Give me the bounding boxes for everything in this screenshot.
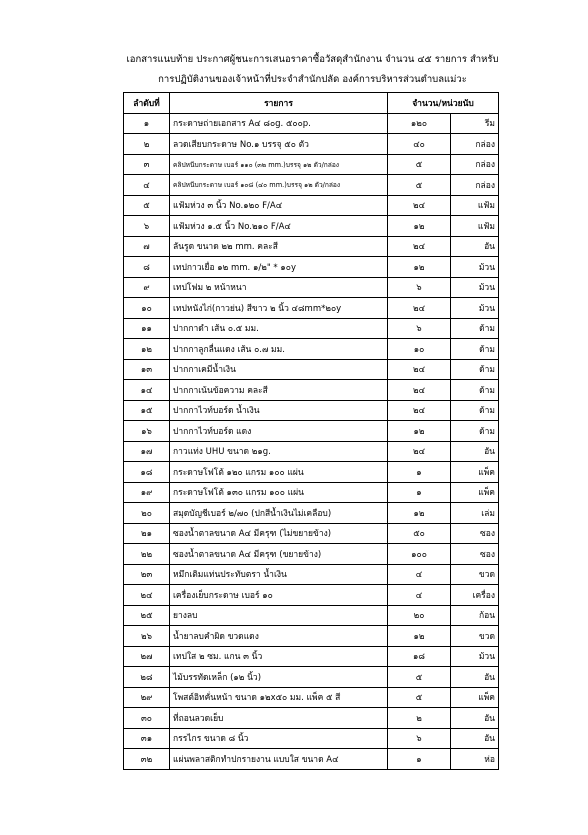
item-unit: แพ็ค — [451, 462, 499, 483]
row-number: ๒๓ — [124, 564, 170, 585]
item-unit: ด้าม — [451, 380, 499, 401]
table-row — [124, 646, 499, 667]
row-number: ๑๐ — [124, 298, 170, 319]
item-unit: ด้าม — [451, 318, 499, 339]
row-number: ๑๗ — [124, 441, 170, 462]
table-row — [124, 687, 499, 708]
item-name: กระดาษโฟโต้ ๑๓๐ แกรม ๑๐๐ แผ่น — [170, 482, 388, 503]
row-number: ๕ — [124, 195, 170, 216]
item-name: แผ่นพลาสติกทำปกรายงาน แบบใส ขนาด A๔ — [170, 749, 388, 770]
item-quantity: ๒๔ — [388, 236, 451, 257]
row-number: ๒ — [124, 134, 170, 155]
table-row — [124, 359, 499, 380]
items-table — [123, 92, 499, 770]
row-number: ๓๑ — [124, 728, 170, 749]
item-name: คลิปหนีบกระดาษ เบอร์ ๑๑๐ (๓๒ mm.)บรรจุ ๑๒ ตัว/กล่อง — [170, 154, 388, 175]
table-row — [124, 175, 499, 196]
item-quantity: ๕ — [388, 154, 451, 175]
row-number: ๒๐ — [124, 503, 170, 524]
item-unit: ซอง — [451, 544, 499, 565]
item-unit: ม้วน — [451, 257, 499, 278]
item-name: ปากกาไวท์บอร์ด แดง — [170, 421, 388, 442]
row-number: ๑๒ — [124, 339, 170, 360]
row-number: ๓ — [124, 154, 170, 175]
item-name: ปากกาเน้นข้อความ คละสี — [170, 380, 388, 401]
item-quantity: ๔๐ — [388, 134, 451, 155]
row-number: ๒๕ — [124, 605, 170, 626]
row-number: ๖ — [124, 216, 170, 237]
item-name: หมึกเติมแท่นประทับตรา น้ำเงิน — [170, 564, 388, 585]
item-quantity: ๕ — [388, 175, 451, 196]
item-quantity: ๔ — [388, 585, 451, 606]
row-number: ๑๔ — [124, 380, 170, 401]
item-unit: ซอง — [451, 523, 499, 544]
item-unit: แฟ้ม — [451, 216, 499, 237]
table-row — [124, 318, 499, 339]
item-quantity: ๖ — [388, 318, 451, 339]
row-number: ๒๑ — [124, 523, 170, 544]
header-no: ลำดับที่ — [124, 93, 170, 114]
item-name: สมุดบัญชีเบอร์ ๒/๗๐ (ปกสีน้ำเงินไม่เคลือบ) — [170, 503, 388, 524]
item-name: ไม้บรรทัดเหล็ก (๑๒ นิ้ว) — [170, 667, 388, 688]
table-row — [124, 134, 499, 155]
item-name: เครื่องเย็บกระดาษ เบอร์ ๑๐ — [170, 585, 388, 606]
item-unit: แพ็ค — [451, 687, 499, 708]
item-name: ที่ถอนลวดเย็บ — [170, 708, 388, 729]
table-row — [124, 339, 499, 360]
row-number: ๑๙ — [124, 482, 170, 503]
table-row — [124, 626, 499, 647]
header-line-1: เอกสารแนบท้าย ประกาศผู้ชนะการเสนอราคาซื้อวัสดุสำนักงาน จำนวน ๔๕ รายการ สำหรับ — [126, 54, 499, 65]
item-quantity: ๒๐ — [388, 605, 451, 626]
item-name: ปากกาลูกลื่นแดง เส้น ๐.๗ มม. — [170, 339, 388, 360]
item-unit: ขวด — [451, 626, 499, 647]
table-body — [124, 113, 499, 769]
item-quantity: ๑๒ — [388, 216, 451, 237]
table-row — [124, 441, 499, 462]
table-row — [124, 216, 499, 237]
item-name: เทปกาวเยื่อ ๑๒ mm. ๑/๒" * ๑๐y — [170, 257, 388, 278]
item-name: โพสต์อิทคั่นหน้า ขนาด ๑๒x๕๐ มม. แพ็ค ๕ สี — [170, 687, 388, 708]
item-name: เทปหนังไก่(กาวย่น) สีขาว ๒ นิ้ว ๔๘mm*๒๐y — [170, 298, 388, 319]
row-number: ๒๙ — [124, 687, 170, 708]
item-name: ซองน้ำตาลขนาด A๔ มีครุฑ (ขยายข้าง) — [170, 544, 388, 565]
item-unit: ด้าม — [451, 400, 499, 421]
item-name: แฟ้มห่วง ๑.๕ นิ้ว No.๒๑๐ F/A๔ — [170, 216, 388, 237]
item-quantity: ๒๔ — [388, 195, 451, 216]
table-row — [124, 708, 499, 729]
item-unit: ก้อน — [451, 605, 499, 626]
row-number: ๒๒ — [124, 544, 170, 565]
item-quantity: ๒๔ — [388, 359, 451, 380]
item-unit: กล่อง — [451, 154, 499, 175]
row-number: ๓๐ — [124, 708, 170, 729]
item-unit: อัน — [451, 441, 499, 462]
table-row — [124, 421, 499, 442]
table-row — [124, 195, 499, 216]
item-name: ลวดเสียบกระดาษ No.๑ บรรจุ ๕๐ ตัว — [170, 134, 388, 155]
item-quantity: ๒๔ — [388, 400, 451, 421]
item-name: กรรไกร ขนาด ๘ นิ้ว — [170, 728, 388, 749]
item-unit: กล่อง — [451, 175, 499, 196]
item-unit: อัน — [451, 728, 499, 749]
item-name: ยางลบ — [170, 605, 388, 626]
table-row — [124, 380, 499, 401]
table-row — [124, 605, 499, 626]
item-unit: ม้วน — [451, 646, 499, 667]
item-unit: ขวด — [451, 564, 499, 585]
table-row — [124, 257, 499, 278]
item-quantity: ๖ — [388, 277, 451, 298]
table-row — [124, 277, 499, 298]
item-unit: กล่อง — [451, 134, 499, 155]
item-name: ปากกาไวท์บอร์ด น้ำเงิน — [170, 400, 388, 421]
item-name: ปากกาเคมีน้ำเงิน — [170, 359, 388, 380]
row-number: ๙ — [124, 277, 170, 298]
item-quantity: ๒๔ — [388, 380, 451, 401]
row-number: ๑๕ — [124, 400, 170, 421]
item-quantity: ๑ — [388, 749, 451, 770]
table-row — [124, 544, 499, 565]
item-name: น้ำยาลบคำผิด ขวดแดง — [170, 626, 388, 647]
header-qty-unit: จำนวน/หน่วยนับ — [388, 93, 499, 114]
row-number: ๓๒ — [124, 749, 170, 770]
table-row — [124, 585, 499, 606]
item-quantity: ๑๒ — [388, 503, 451, 524]
item-quantity: ๑๐๐ — [388, 544, 451, 565]
row-number: ๔ — [124, 175, 170, 196]
item-quantity: ๑๒๐ — [388, 113, 451, 134]
item-unit: อัน — [451, 708, 499, 729]
item-name: คลิปหนีบกระดาษ เบอร์ ๑๐๘ (๔๐ mm.)บรรจุ ๑๒ ตัว/กล่อง — [170, 175, 388, 196]
table-row — [124, 749, 499, 770]
item-unit: แฟ้ม — [451, 195, 499, 216]
item-quantity: ๑๒ — [388, 421, 451, 442]
table-row — [124, 400, 499, 421]
item-unit: แพ็ค — [451, 482, 499, 503]
header-line-2: การปฏิบัติงานของเจ้าหน้าที่ประจำสำนักปลัด องค์การบริหารส่วนตำบลแม่วะ — [158, 74, 467, 85]
item-unit: ม้วน — [451, 298, 499, 319]
row-number: ๑๑ — [124, 318, 170, 339]
table-row — [124, 298, 499, 319]
header-name: รายการ — [170, 93, 388, 114]
table-row — [124, 482, 499, 503]
table-row — [124, 154, 499, 175]
item-quantity: ๒๔ — [388, 298, 451, 319]
item-quantity: ๑๐ — [388, 339, 451, 360]
table-row — [124, 503, 499, 524]
table-row — [124, 113, 499, 134]
item-name: กระดาษโฟโต้ ๑๒๐ แกรม ๑๐๐ แผ่น — [170, 462, 388, 483]
item-unit: ด้าม — [451, 339, 499, 360]
item-name: เทปใส ๒ ซม. แกน ๓ นิ้ว — [170, 646, 388, 667]
item-unit: รีม — [451, 113, 499, 134]
table-row — [124, 462, 499, 483]
item-quantity: ๑๒ — [388, 257, 451, 278]
table-row — [124, 667, 499, 688]
item-name: แฟ้มห่วง ๓ นิ้ว No.๑๒๐ F/A๔ — [170, 195, 388, 216]
item-unit: ด้าม — [451, 359, 499, 380]
item-name: กระดาษถ่ายเอกสาร A๔ ๘๐g. ๕๐๐p. — [170, 113, 388, 134]
item-name: ซองน้ำตาลขนาด A๔ มีครุฑ (ไม่ขยายข้าง) — [170, 523, 388, 544]
item-name: กาวแท่ง UHU ขนาด ๒๑g. — [170, 441, 388, 462]
item-quantity: ๒๔ — [388, 441, 451, 462]
item-quantity: ๑ — [388, 482, 451, 503]
table-row — [124, 236, 499, 257]
row-number: ๑๓ — [124, 359, 170, 380]
table-row — [124, 728, 499, 749]
item-unit: ห่อ — [451, 749, 499, 770]
row-number: ๘ — [124, 257, 170, 278]
item-quantity: ๒ — [388, 708, 451, 729]
row-number: ๑๖ — [124, 421, 170, 442]
item-unit: เครื่อง — [451, 585, 499, 606]
table-header-row — [124, 93, 499, 114]
item-unit: ม้วน — [451, 277, 499, 298]
item-quantity: ๕ — [388, 687, 451, 708]
document-header — [90, 50, 535, 90]
table-row — [124, 564, 499, 585]
item-quantity: ๑๒ — [388, 626, 451, 647]
item-name: ปากกาดำ เส้น ๐.๕ มม. — [170, 318, 388, 339]
item-unit: ด้าม — [451, 421, 499, 442]
row-number: ๑ — [124, 113, 170, 134]
item-quantity: ๑ — [388, 462, 451, 483]
item-unit: เล่ม — [451, 503, 499, 524]
item-name: เทปโฟม ๒ หน้าหนา — [170, 277, 388, 298]
row-number: ๒๗ — [124, 646, 170, 667]
item-quantity: ๕ — [388, 667, 451, 688]
row-number: ๑๘ — [124, 462, 170, 483]
row-number: ๒๔ — [124, 585, 170, 606]
item-unit: อัน — [451, 667, 499, 688]
item-quantity: ๕๐ — [388, 523, 451, 544]
item-quantity: ๔ — [388, 564, 451, 585]
item-quantity: ๖ — [388, 728, 451, 749]
item-name: ลันรูด ขนาด ๒๒ mm. คละสี — [170, 236, 388, 257]
row-number: ๒๖ — [124, 626, 170, 647]
row-number: ๒๘ — [124, 667, 170, 688]
row-number: ๗ — [124, 236, 170, 257]
item-unit: อัน — [451, 236, 499, 257]
item-quantity: ๑๘ — [388, 646, 451, 667]
table-row — [124, 523, 499, 544]
